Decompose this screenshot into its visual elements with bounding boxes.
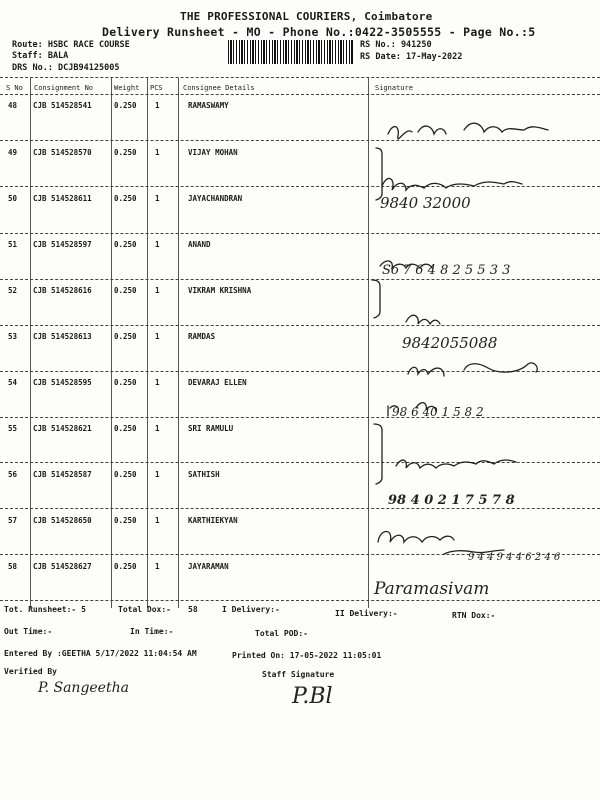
route-label: Route: HSBC RACE COURSE	[12, 40, 130, 50]
col-header-consignment: Consignment No	[34, 84, 94, 92]
row-sno: 56	[8, 470, 18, 479]
signature-row-58: Paramasivam	[374, 579, 490, 599]
row-weight: 0.250	[114, 194, 137, 203]
row-weight: 0.250	[114, 562, 137, 571]
verified-by-label: Verified By	[4, 667, 57, 676]
row-weight: 0.250	[114, 240, 137, 249]
row-consignee: ANAND	[188, 240, 211, 249]
row-sno: 52	[8, 286, 18, 295]
row-weight: 0.250	[114, 424, 137, 433]
in-time-label: In Time:-	[130, 627, 174, 636]
svg-text:9 4 4 9 4 4 6 2 4 6: 9 4 4 9 4 4 6 2 4 6	[468, 552, 561, 563]
row-consignment-no: CJB 514528650	[33, 516, 92, 525]
total-runsheet: Tot. Runsheet:- 5	[4, 605, 86, 614]
row-sno: 55	[8, 424, 18, 433]
runsheet-subtitle: Delivery Runsheet - MO - Phone No.:0422-3505555 - Page No.:5	[102, 25, 536, 39]
row-sno: 54	[8, 378, 18, 387]
row-pcs: 1	[155, 240, 160, 249]
staff-signature-label: Staff Signature	[262, 670, 335, 679]
row-consignment-no: CJB 514528613	[33, 332, 92, 341]
table-top-rule	[0, 77, 600, 78]
row-weight: 0.250	[114, 286, 137, 295]
row-sno: 51	[8, 240, 18, 249]
col-header-signature: Signature	[375, 84, 413, 92]
row-consignment-no: CJB 514528587	[33, 470, 92, 479]
col-divider	[178, 78, 179, 608]
row-sno: 57	[8, 516, 18, 525]
rs-date: RS Date: 17-May-2022	[360, 52, 463, 62]
row-consignment-no: CJB 514528621	[33, 424, 92, 433]
row-consignee: JAYACHANDRAN	[188, 194, 243, 203]
row-weight: 0.250	[114, 378, 137, 387]
i-delivery-label: I Delivery:-	[222, 605, 280, 614]
col-header-pcs: PCS	[150, 84, 163, 92]
row-consignment-no: CJB 514528595	[33, 378, 92, 387]
company-title: THE PROFESSIONAL COURIERS, Coimbatore	[180, 10, 433, 23]
ii-delivery-label: II Delivery:-	[335, 609, 398, 618]
total-dox-label: Total Dox:-	[118, 605, 171, 614]
drs-number: DRS No.: DCJB94125005	[12, 63, 120, 73]
col-divider	[30, 78, 31, 608]
rtn-dox-label: RTN Dox:-	[452, 611, 496, 620]
out-time-label: Out Time:-	[4, 627, 53, 636]
handwritten-phone-1: 9840 32000	[380, 194, 471, 212]
row-consignee: KARTHIEKYAN	[188, 516, 238, 525]
total-pod-label: Total POD:-	[255, 629, 308, 638]
row-pcs: 1	[155, 286, 160, 295]
row-consignee: DEVARAJ ELLEN	[188, 378, 247, 387]
row-consignment-no: CJB 514528616	[33, 286, 92, 295]
row-pcs: 1	[155, 332, 160, 341]
row-pcs: 1	[155, 424, 160, 433]
row-consignee: JAYARAMAN	[188, 562, 229, 571]
total-dox-value: 58	[188, 605, 198, 614]
col-divider	[111, 78, 112, 608]
row-consignment-no: CJB 514528541	[33, 101, 92, 110]
handwritten-signatures	[368, 94, 600, 604]
printed-on: Printed On: 17-05-2022 11:05:01	[232, 651, 382, 660]
row-pcs: 1	[155, 378, 160, 387]
row-weight: 0.250	[114, 148, 137, 157]
row-consignment-no: CJB 514528611	[33, 194, 92, 203]
staff-signature: P.Bl	[292, 684, 333, 709]
row-sno: 58	[8, 562, 18, 571]
row-pcs: 1	[155, 194, 160, 203]
row-weight: 0.250	[114, 470, 137, 479]
row-pcs: 1	[155, 516, 160, 525]
row-weight: 0.250	[114, 101, 137, 110]
row-consignment-no: CJB 514528570	[33, 148, 92, 157]
row-consignment-no: CJB 514528597	[33, 240, 92, 249]
row-consignee: SRI RAMULU	[188, 424, 234, 433]
col-header-sno: S No	[6, 84, 23, 92]
row-weight: 0.250	[114, 516, 137, 525]
row-pcs: 1	[155, 562, 160, 571]
row-pcs: 1	[155, 148, 160, 157]
row-consignee: VIJAY MOHAN	[188, 148, 238, 157]
row-sno: 49	[8, 148, 18, 157]
row-consignee: SATHISH	[188, 470, 220, 479]
handwritten-phone-2: 9842055088	[402, 334, 498, 352]
col-divider	[147, 78, 148, 608]
entered-by: Entered By :GEETHA 5/17/2022 11:04:54 AM	[4, 649, 197, 658]
row-pcs: 1	[155, 470, 160, 479]
row-sno: 53	[8, 332, 18, 341]
row-sno: 48	[8, 101, 18, 110]
row-pcs: 1	[155, 101, 160, 110]
col-header-weight: Weight	[114, 84, 140, 92]
svg-text:98 6 40 1 5 8 2: 98 6 40 1 5 8 2	[392, 405, 484, 419]
rs-number: RS No.: 941250	[360, 40, 432, 50]
row-consignment-no: CJB 514528627	[33, 562, 92, 571]
row-consignee: RAMDAS	[188, 332, 216, 341]
col-header-consignee: Consignee Details	[183, 84, 255, 92]
barcode	[228, 40, 353, 64]
staff-label: Staff: BALA	[12, 51, 69, 61]
row-consignee: RAMASWAMY	[188, 101, 229, 110]
row-sno: 50	[8, 194, 18, 203]
svg-text:So 7 6 4 8 2 5 5 3 3: So 7 6 4 8 2 5 5 3 3	[382, 263, 511, 278]
verified-by-signature: P. Sangeetha	[38, 680, 129, 696]
svg-text:98 4 0 2 1 7 5 7 8: 98 4 0 2 1 7 5 7 8	[388, 493, 515, 508]
row-consignee: VIKRAM KRISHNA	[188, 286, 252, 295]
row-weight: 0.250	[114, 332, 137, 341]
